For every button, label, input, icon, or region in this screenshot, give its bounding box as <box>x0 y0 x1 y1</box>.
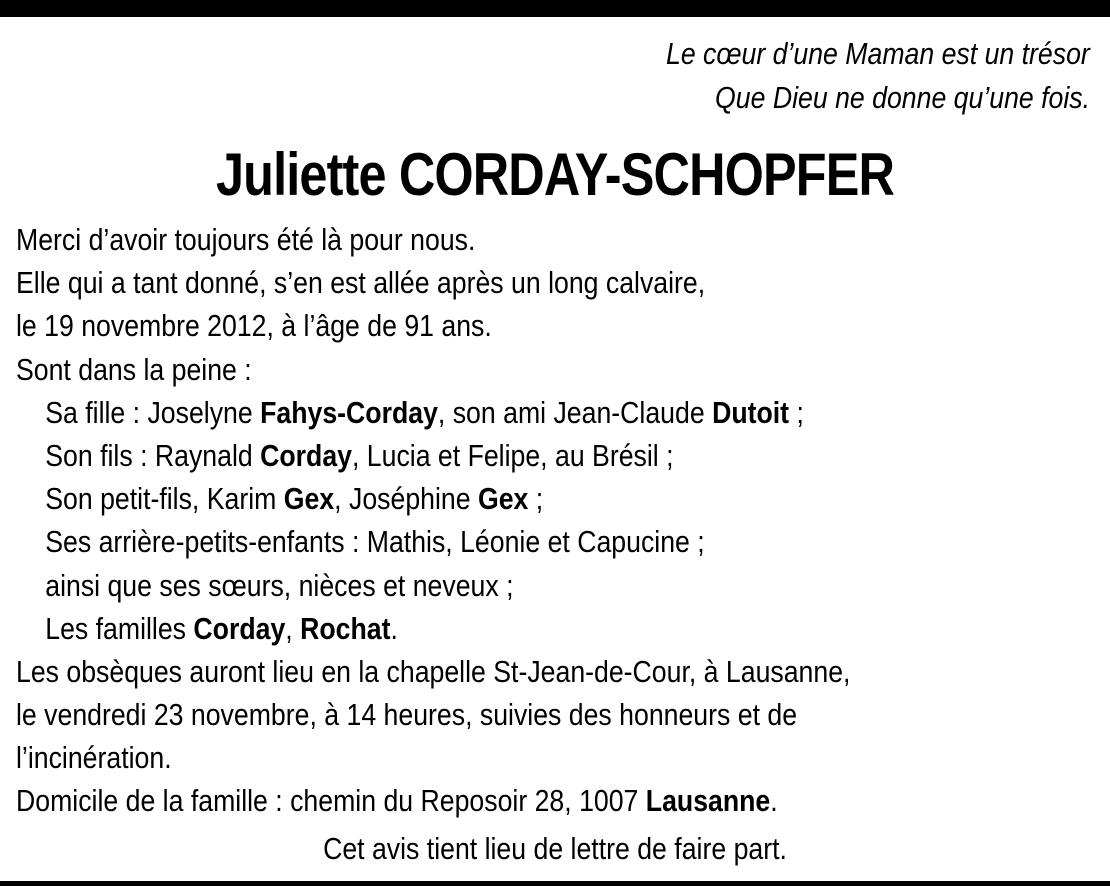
mourner-siblings: ainsi que ses sœurs, nièces et neveux ; <box>45 567 514 603</box>
intro-line: Sont dans la peine : <box>16 351 252 387</box>
surname: Gex <box>477 481 529 517</box>
surname: Corday <box>260 437 352 473</box>
domicile-line <box>16 779 953 822</box>
text: , Lucia et Felipe, au Brésil ; <box>351 437 674 473</box>
city: Lausanne <box>645 783 771 819</box>
surname: Gex <box>283 481 335 517</box>
mourner-daughter <box>16 391 953 434</box>
surname: Fahys-Corday <box>260 394 438 430</box>
surname: Dutoit <box>712 394 790 430</box>
bottom-rule <box>0 881 1110 886</box>
surname: Rochat <box>300 610 391 646</box>
text: Domicile de la famille : chemin du Reposoir 28, 1007 <box>16 783 646 819</box>
text: , Joséphine <box>334 481 478 517</box>
top-rule <box>0 0 1110 17</box>
text: , <box>285 610 301 646</box>
text: ; <box>789 394 804 430</box>
funeral-line: l’incinération. <box>16 740 172 776</box>
funeral-line: le vendredi 23 novembre, à 14 heures, suivies des honneurs et de <box>16 697 798 733</box>
mourner-son <box>16 434 953 477</box>
surname: Corday <box>193 610 286 646</box>
deceased-name: Juliette CORDAY-SCHOPFER <box>215 141 895 208</box>
text: Son petit-fils, Karim <box>45 481 284 517</box>
quote-line-1: Le cœur d’une Maman est un trésor <box>666 36 1090 71</box>
text: Sa fille : Joselyne <box>45 394 261 430</box>
mourner-grandson <box>16 477 953 520</box>
intro-line: le 19 novembre 2012, à l’âge de 91 ans. <box>16 308 492 344</box>
intro-line: Elle qui a tant donné, s’en est allée après un long calvaire, <box>16 265 706 301</box>
mourner-great-grandchildren: Ses arrière-petits-enfants : Mathis, Léonie et Capucine ; <box>45 524 705 560</box>
notice-body <box>16 218 1106 823</box>
text: , son ami Jean-Claude <box>437 394 713 430</box>
text: . <box>770 783 778 819</box>
quote-line-2: Que Dieu ne donne qu’une fois. <box>714 80 1090 115</box>
closing-note: Cet avis tient lieu de lettre de faire part. <box>323 831 787 866</box>
mourner-families <box>16 607 953 650</box>
intro-line: Merci d’avoir toujours été là pour nous. <box>16 222 476 257</box>
funeral-line: Les obsèques auront lieu en la chapelle St-Jean-de-Cour, à Lausanne, <box>16 653 851 689</box>
text: . <box>390 610 398 646</box>
text: ; <box>528 481 544 517</box>
text: Son fils : Raynald <box>45 437 261 473</box>
text: Les familles <box>45 610 194 646</box>
